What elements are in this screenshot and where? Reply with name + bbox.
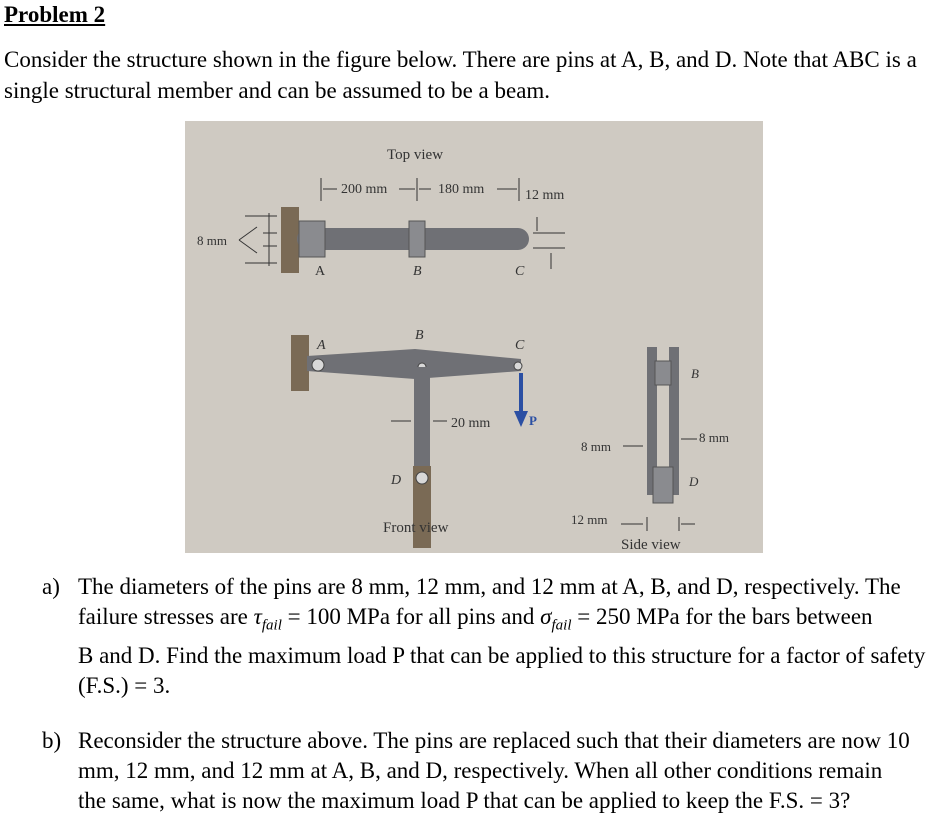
question-a-line-2: failure stresses are $\tau_{fail} = 100$ MPa for all pins and $\sigma_{fail} = 250$ MPa for the bars between: [78, 604, 873, 634]
front-pin-a: [312, 359, 324, 371]
top-pin-b: [409, 221, 425, 257]
top-label-a: A: [315, 264, 326, 279]
front-label-d: D: [391, 473, 402, 488]
sigma-symbol: σ: [540, 604, 552, 629]
top-clevis-a: [299, 221, 325, 257]
top-view-title: Top view: [387, 147, 444, 163]
front-label-c: C: [515, 338, 525, 353]
side-12mm-label: 12 mm: [571, 512, 608, 527]
question-b: [42, 726, 942, 816]
question-a: [42, 572, 942, 697]
question-a-line-1: The diameters of the pins are 8 mm, 12 mm, and 12 mm at A, B, and D, respectively. The: [78, 574, 901, 599]
front-view-title: Front view: [383, 520, 449, 536]
figure-drawing: [185, 121, 763, 553]
side-beam-b: [655, 361, 671, 385]
dim-8-left-label: 8 mm: [197, 233, 227, 248]
question-b-line-3: the same, what is now the maximum load P that can be applied to keep the F.S. = 3?: [78, 788, 851, 813]
side-support-d: [653, 467, 673, 503]
top-wall: [281, 207, 299, 273]
problem-intro: Consider the structure shown in the figure below. There are pins at A, B, and D. Note that ABC is a single structural member and can be assumed to be a beam.: [4, 47, 917, 103]
side-label-b: B: [691, 366, 699, 381]
dim-12-top-label: 12 mm: [525, 188, 565, 203]
front-pin-c: [514, 362, 522, 370]
load-arrow-p: [514, 373, 528, 427]
top-label-b: B: [413, 264, 422, 279]
tau-symbol: τ: [253, 604, 262, 629]
top-label-c: C: [515, 264, 525, 279]
dim-20-label: 20 mm: [451, 416, 491, 431]
problem-heading: Problem 2: [4, 2, 106, 27]
question-b-label: b): [42, 728, 62, 753]
side-view-title: Side view: [621, 537, 681, 553]
side-8mm-right-label: 8 mm: [699, 430, 729, 445]
side-label-d: D: [689, 474, 699, 489]
front-pin-d: [416, 472, 428, 484]
question-b-line-2: mm, 12 mm, and 12 mm at A, B, and D, respectively. When all other conditions remain: [78, 758, 883, 783]
question-a-line-3: B and D. Find the maximum load P that can be applied to this structure for a factor of safety: [78, 642, 926, 668]
dim-200-label: 200 mm: [341, 182, 388, 197]
question-a-label: a): [42, 574, 60, 599]
load-p-label: P: [529, 413, 537, 428]
question-b-line-1: Reconsider the structure above. The pins are replaced such that their diameters are now 10: [78, 728, 910, 753]
front-label-a: A: [317, 338, 326, 353]
front-wall: [291, 335, 309, 391]
front-label-b: B: [415, 328, 424, 343]
question-a-line-4: (F.S.) = 3.: [78, 672, 171, 698]
side-8mm-left-label: 8 mm: [581, 439, 611, 454]
dim-180-label: 180 mm: [438, 182, 485, 197]
structure-figure: [185, 121, 763, 553]
front-bar-bd: [414, 367, 430, 477]
